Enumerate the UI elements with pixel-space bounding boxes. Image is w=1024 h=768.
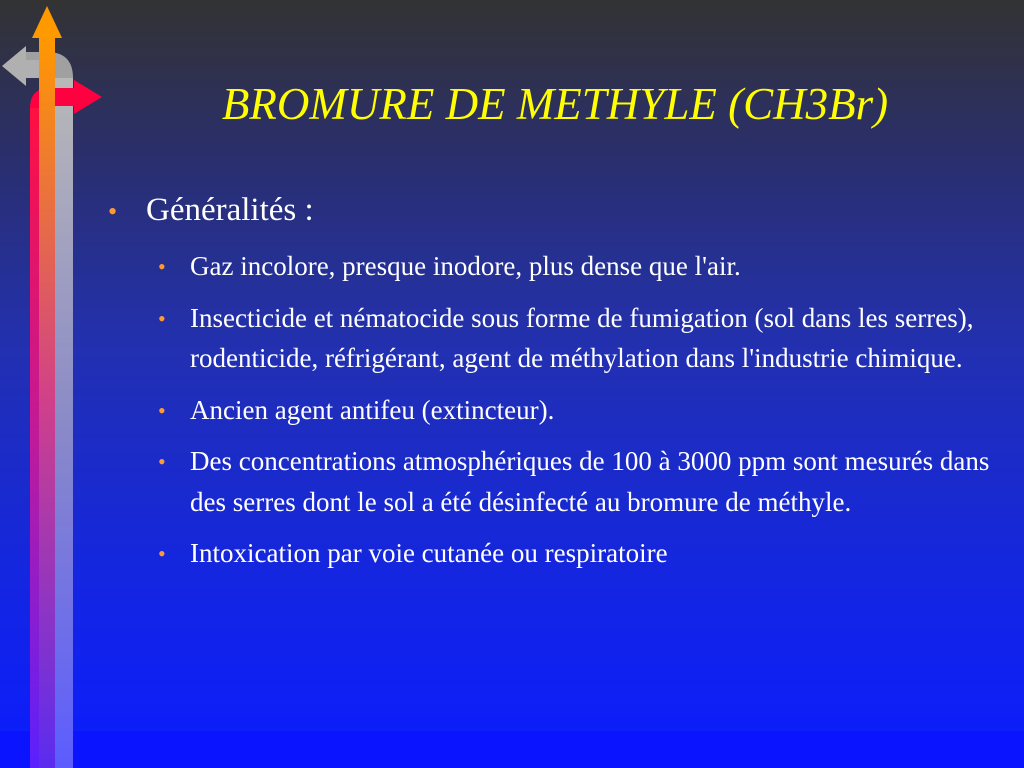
sub-bullet-text: Ancien agent antifeu (extincteur). — [190, 394, 555, 425]
bullet-text: Généralités : — [146, 192, 314, 228]
bullet-icon: • — [158, 449, 166, 474]
bullet-icon: • — [158, 254, 166, 279]
sub-bullet-text: Des concentrations atmosphériques de 100 à 3000 ppm sont mesurés dans des serres dont le sol a été désinfecté au bromure de méthyle. — [190, 446, 990, 517]
sub-bullet — [158, 441, 1008, 522]
slide-title: BROMURE DE METHYLE (CH3Br) — [221, 79, 889, 129]
sub-bullet — [158, 390, 1008, 431]
sub-bullet-text: Insecticide et nématocide sous forme de fumigation (sol dans les serres), rodenticide, réfrigérant, agent de méthylation dans l'industrie chimique. — [190, 302, 974, 373]
sub-bullet-text: Gaz incolore, presque inodore, plus dense que l'air. — [190, 251, 741, 281]
bullet-icon: • — [158, 397, 166, 423]
sub-bullet — [158, 298, 1008, 379]
sub-bullet — [158, 246, 1008, 287]
bullet-generalites — [108, 190, 1008, 230]
bullet-icon: • — [108, 197, 118, 226]
sub-bullet — [158, 533, 1008, 574]
bottom-strip — [0, 731, 1024, 768]
bullet-icon: • — [158, 305, 166, 331]
sub-bullet-text: Intoxication par voie cutanée ou respiratoire — [190, 538, 668, 568]
bullet-icon: • — [158, 541, 166, 566]
slide-content — [108, 190, 1008, 585]
